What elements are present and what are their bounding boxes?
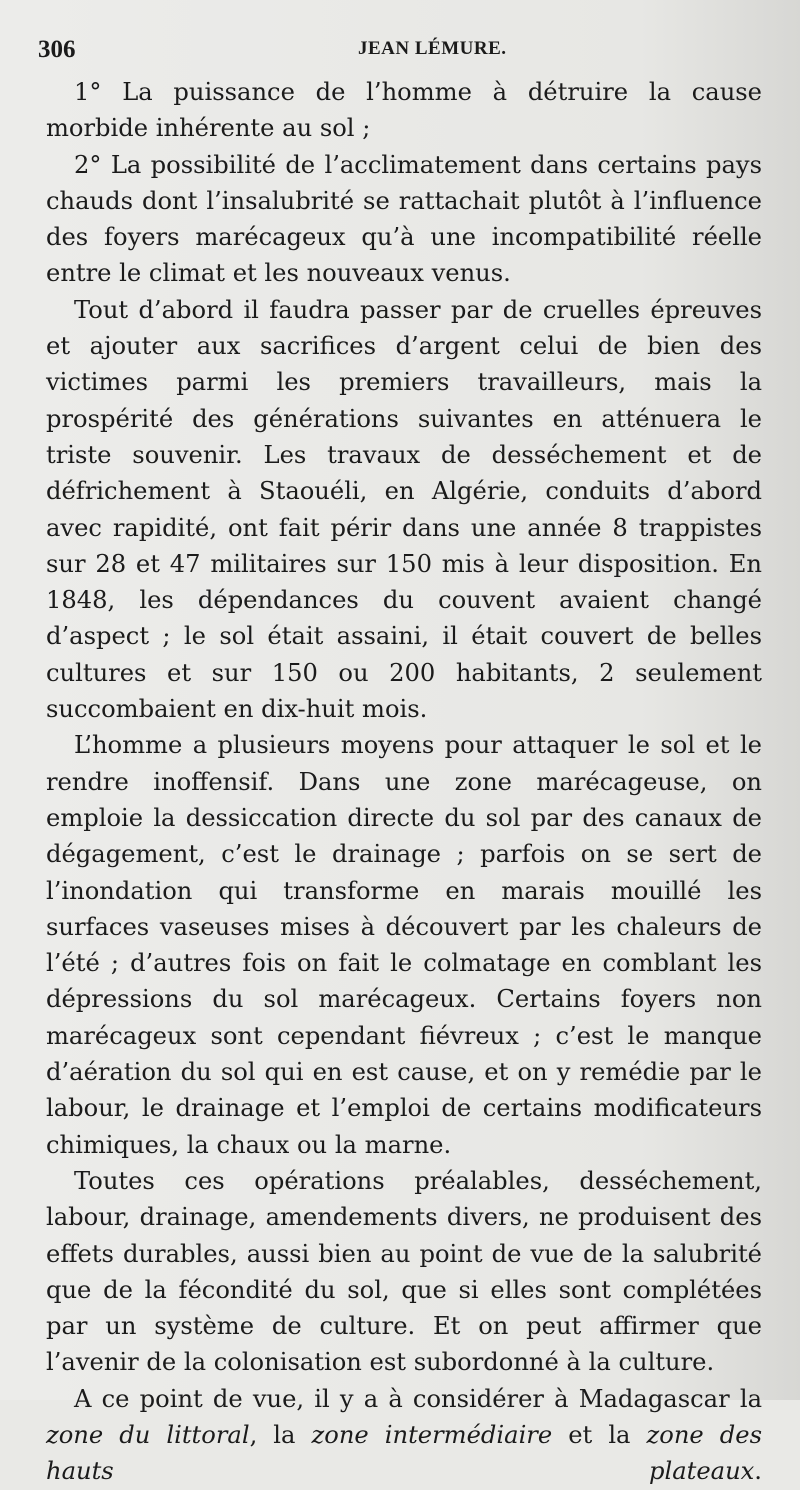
paragraph-3: Tout d’abord il faudra passer par de cruelles épreuves et ajouter aux sacrifices d’argent celui de bien des victimes parmi les premiers travailleurs, mais la prospérité des générations suivantes en atténuera le triste souvenir. Les travaux de desséchement et de défrichement à Staouéli, en Algérie, conduits d’abord avec rapidité, ont fait périr dans une année 8 trappistes sur 28 et 47 militaires sur 150 mis à leur disposition. En 1848, les dépendances du couvent avaient changé d’aspect ; le sol était assaini, il était couvert de belles cultures et sur 150 ou 200 habitants, 2 seulement succombaient en dix-huit mois. bbox=[46, 295, 762, 724]
paragraph-6-text-1: A ce point de vue, il y a à considérer à Madagascar la bbox=[74, 1384, 762, 1413]
zone-hauts-plateaux-term: zone des hauts plateaux bbox=[46, 1420, 763, 1486]
running-head: JEAN LÉMURE. bbox=[358, 38, 507, 59]
paragraph-5: Toutes ces opérations préalables, desséchement, labour, drainage, amendements divers, ne produisent des effets durables, aussi bien au point de vue de la salubrité que de la fécondité du sol, que si elles sont complétées par un système de culture. Et on peut affirmer que l’avenir de la colonisation est subordonné à la culture. bbox=[46, 1166, 762, 1377]
page-header bbox=[38, 36, 760, 66]
body-text bbox=[46, 74, 762, 1490]
page-number: 306 bbox=[38, 36, 76, 63]
paragraph-1: 1° La puissance de l’homme à détruire la cause morbide inhérente au sol ; bbox=[46, 78, 762, 143]
zone-littoral-term: zone du littoral bbox=[46, 1420, 250, 1449]
paragraph-6-text-3: et la bbox=[552, 1420, 647, 1449]
paragraph-6-text-2: , la bbox=[249, 1420, 312, 1449]
paragraph-6 bbox=[46, 1381, 762, 1490]
paragraph-4: L’homme a plusieurs moyens pour attaquer le sol et le rendre inoffensif. Dans une zone marécageuse, on emploie la dessiccation directe du sol par des canaux de dégagement, c’est le drainage ; parfois on se sert de l’inondation qui transforme en marais mouillé les surfaces vaseuses mises à découvert par les chaleurs de l’été ; d’autres fois on fait le colmatage en comblant les dépressions du sol marécageux. Certains foyers non marécageux sont cependant fiévreux ; c’est le manque d’aération du sol qui en est cause, et on y remédie par le labour, le drainage et l’emploi de certains modificateurs chimiques, la chaux ou la marne. bbox=[46, 731, 762, 1159]
paragraph-6-text-4: . bbox=[754, 1457, 762, 1486]
paragraph-2: 2° La possibilité de l’acclimatement dans certains pays chauds dont l’insalubrité se rattachait plutôt à l’influence des foyers marécageux qu’à une incompatibilité réelle entre le climat et les nouveaux venus. bbox=[46, 150, 762, 288]
zone-intermediaire-term: zone intermédiaire bbox=[311, 1420, 553, 1449]
